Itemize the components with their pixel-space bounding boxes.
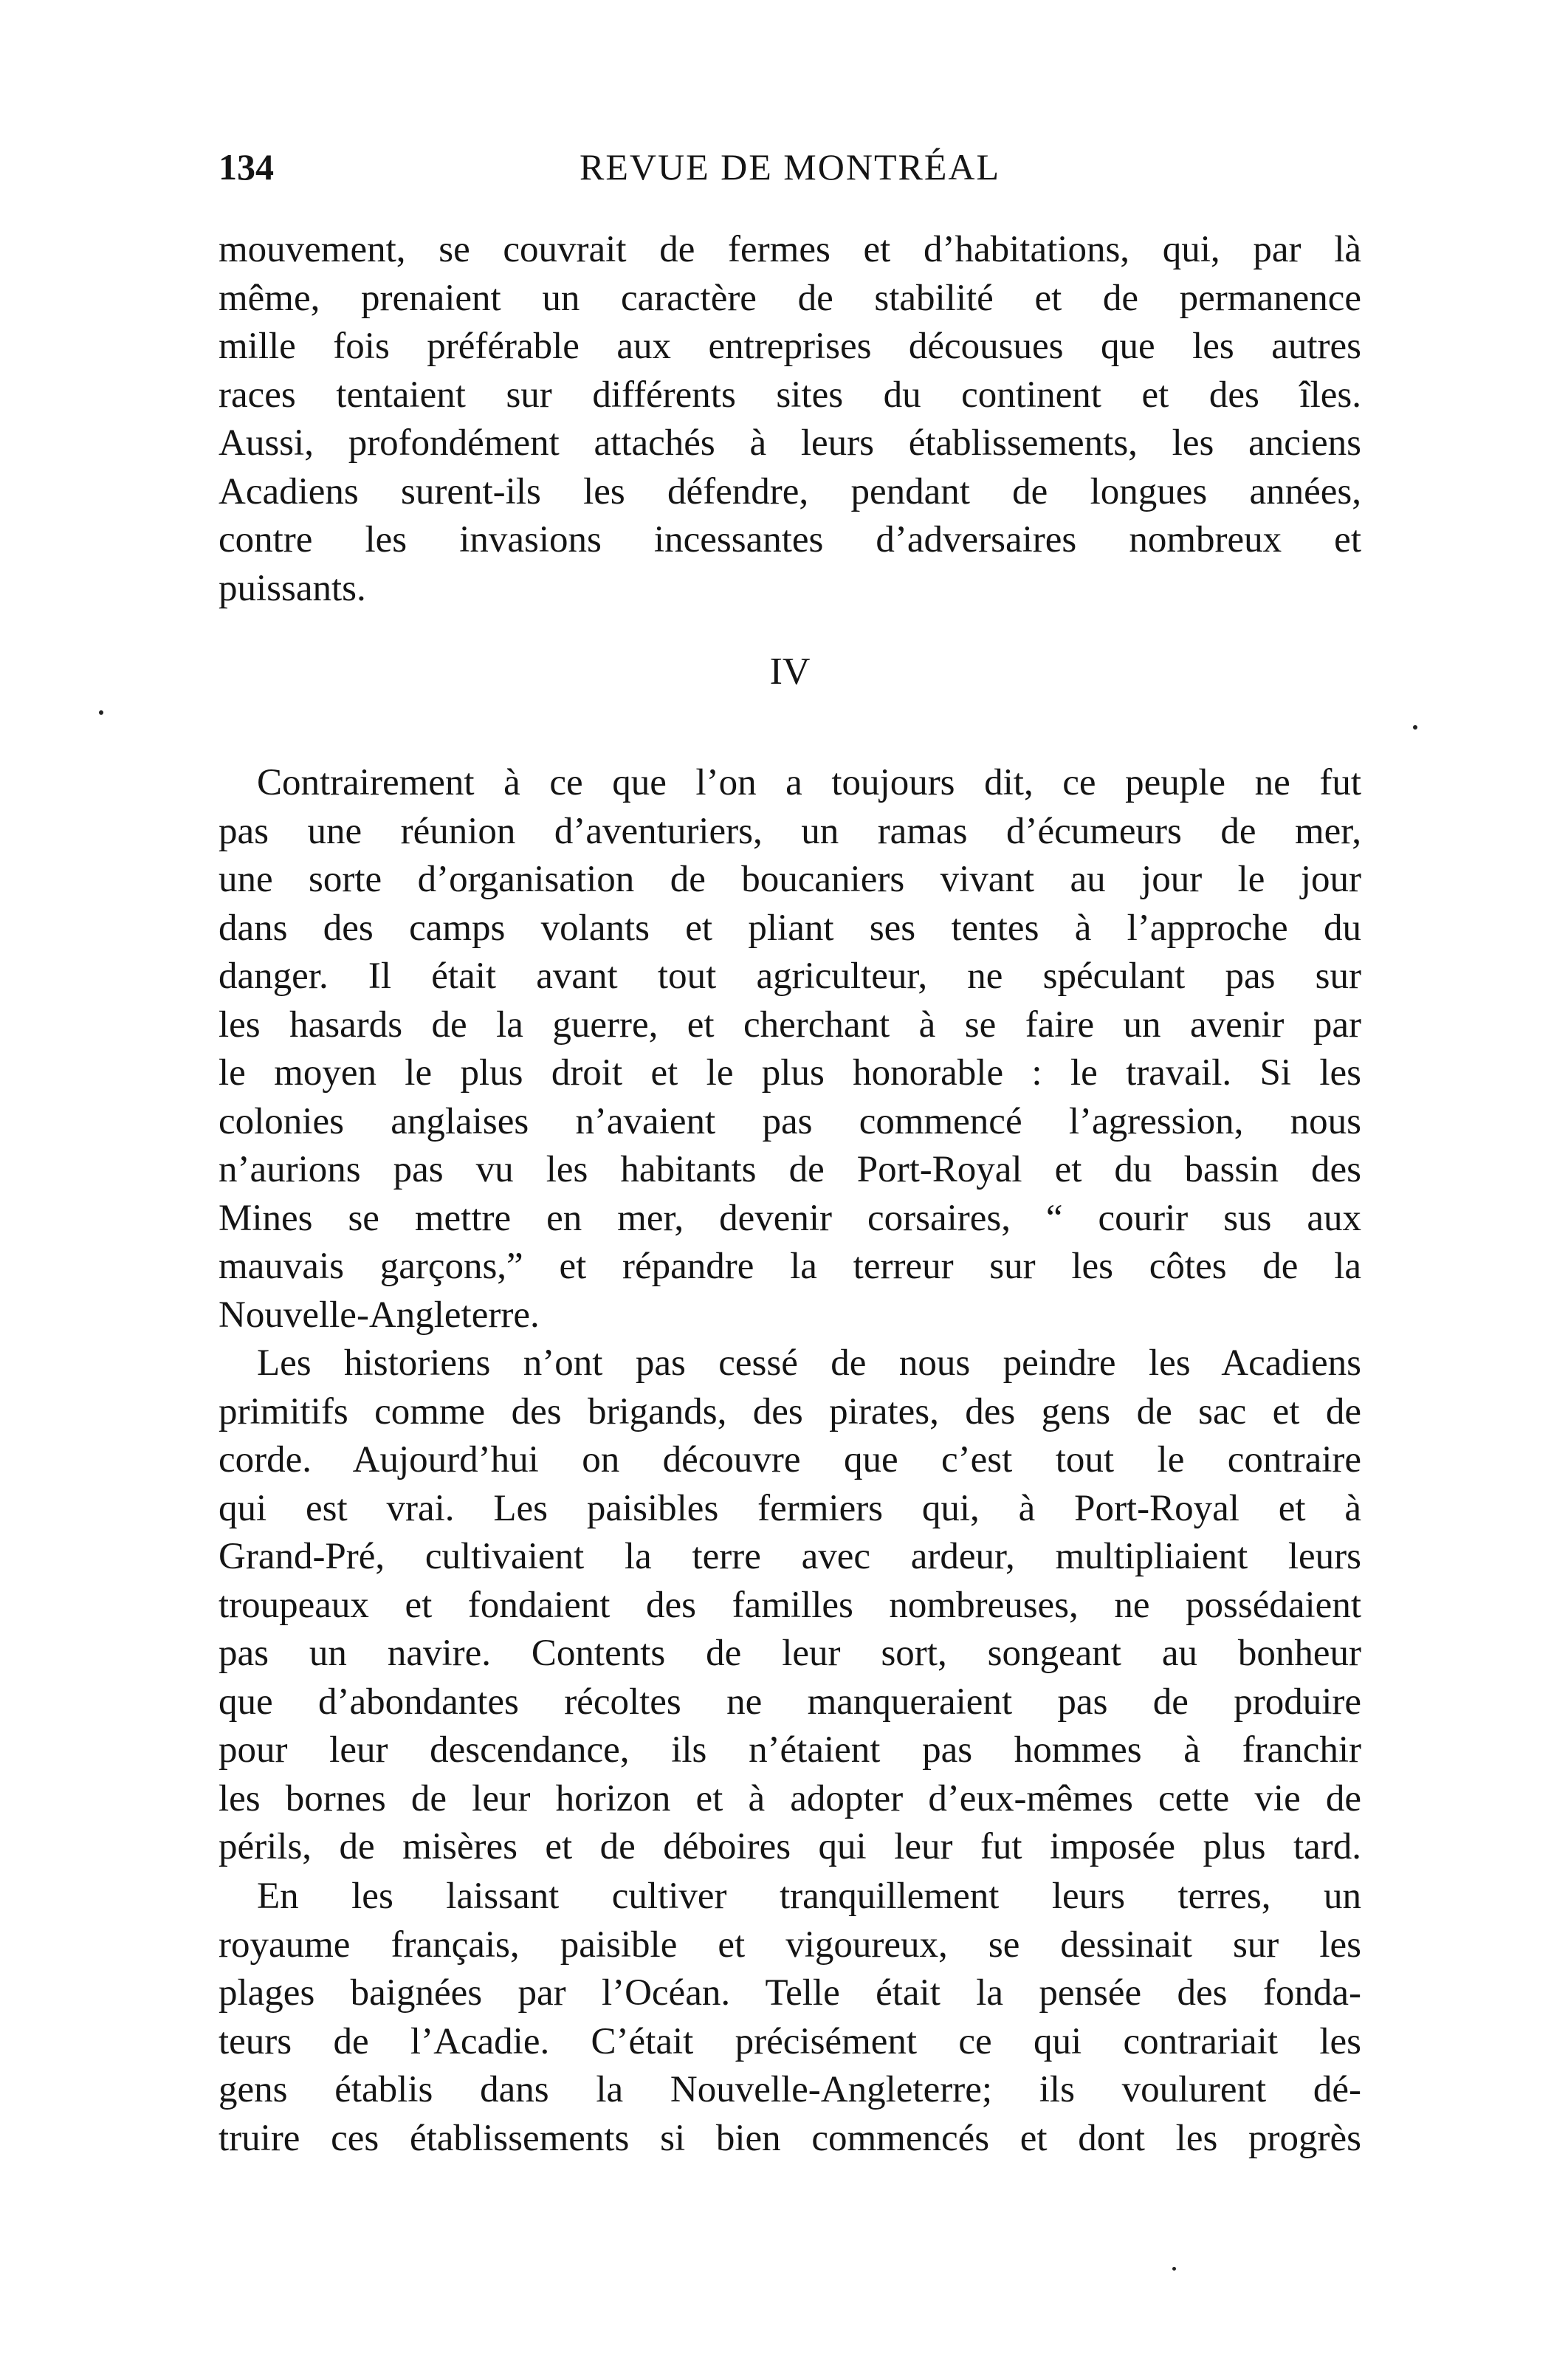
text-line: plages baignées par l’Océan. Telle était la pensée des fonda-: [219, 1972, 1361, 2014]
text-line: teurs de l’Acadie. C’était précisément ce qui contrariait les: [219, 2020, 1361, 2062]
paragraph: [219, 1339, 1361, 1872]
text-line: colonies anglaises n’avaient pas commencé l’agression, nous: [219, 1100, 1361, 1142]
text-line: Aussi, profondément attachés à leurs établissements, les anciens: [219, 422, 1361, 464]
text-line: pas un navire. Contents de leur sort, songeant au bonheur: [219, 1633, 1361, 1674]
text-line: n’aurions pas vu les habitants de Port-Royal et du bassin des: [219, 1149, 1361, 1190]
text-line: primitifs comme des brigands, des pirates, des gens de sac et de: [219, 1390, 1361, 1432]
section-heading: IV: [769, 651, 811, 693]
text-line: pour leur descendance, ils n’étaient pas hommes à franchir: [219, 1729, 1361, 1771]
page-number: 134: [219, 146, 274, 188]
text-line: Acadiens surent-ils les défendre, pendant de longues années,: [219, 470, 1361, 512]
paragraph: [219, 1873, 1361, 2163]
text-line: Les historiens n’ont pas cessé de nous peindre les Acadiens: [257, 1342, 1361, 1384]
text-line: le moyen le plus droit et le plus honorable : le travail. Si les: [219, 1052, 1361, 1094]
print-speck: [1172, 2267, 1176, 2271]
text-line: pas une réunion d’aventuriers, un ramas d’écumeurs de mer,: [219, 810, 1361, 852]
text-line: danger. Il était avant tout agriculteur, ne spéculant pas sur: [219, 955, 1361, 997]
text-line: périls, de misères et de déboires qui leur fut imposée plus tard.: [219, 1826, 1361, 1867]
text-line: Nouvelle-Angleterre.: [219, 1294, 540, 1336]
text-line: mille fois préférable aux entreprises décousues que les autres: [219, 326, 1361, 367]
journal-title: REVUE DE MONTRÉAL: [579, 146, 1001, 188]
text-line: mauvais garçons,” et répandre la terreur sur les côtes de la: [219, 1246, 1361, 1287]
text-line: Grand-Pré, cultivaient la terre avec ardeur, multipliaient leurs: [219, 1536, 1361, 1577]
text-line: corde. Aujourd’hui on découvre que c’est tout le contraire: [219, 1439, 1361, 1480]
running-head: [219, 145, 1361, 204]
text-line: que d’abondantes récoltes ne manqueraient pas de produire: [219, 1681, 1361, 1723]
text-line: Contrairement à ce que l’on a toujours dit, ce peuple ne fut: [257, 762, 1361, 803]
text-line: Mines se mettre en mer, devenir corsaires, “ courir sus aux: [219, 1197, 1361, 1239]
text-line: les bornes de leur horizon et à adopter d’eux-mêmes cette vie de: [219, 1777, 1361, 1819]
print-speck: [1413, 725, 1417, 730]
text-line: En les laissant cultiver tranquillement leurs terres, un: [257, 1876, 1361, 1917]
paragraph: [219, 759, 1361, 1339]
text-line: royaume français, paisible et vigoureux, se dessinait sur les: [219, 1924, 1361, 1966]
text-line: une sorte d’organisation de boucaniers vivant au jour le jour: [219, 859, 1361, 900]
text-line: gens établis dans la Nouvelle-Angleterre; ils voulurent dé-: [219, 2069, 1361, 2110]
text-line: contre les invasions incessantes d’adversaires nombreux et: [219, 519, 1361, 560]
text-line: troupeaux et fondaient des familles nombreuses, ne possédaient: [219, 1584, 1361, 1626]
text-line: les hasards de la guerre, et cherchant à se faire un avenir par: [219, 1003, 1361, 1046]
text-line: même, prenaient un caractère de stabilité et de permanence: [219, 277, 1361, 319]
paragraph-continuation: [219, 226, 1361, 613]
text-line: mouvement, se couvrait de fermes et d’habitations, qui, par là: [219, 229, 1361, 270]
text-line: dans des camps volants et pliant ses tentes à l’approche du: [219, 907, 1361, 949]
text-line: puissants.: [219, 567, 366, 609]
text-line: qui est vrai. Les paisibles fermiers qui, à Port-Royal et à: [219, 1487, 1361, 1529]
text-line: truire ces établissements si bien commencés et dont les progrès: [219, 2117, 1361, 2159]
print-speck: [99, 710, 103, 715]
text-line: races tentaient sur différents sites du continent et des îles.: [219, 374, 1361, 416]
